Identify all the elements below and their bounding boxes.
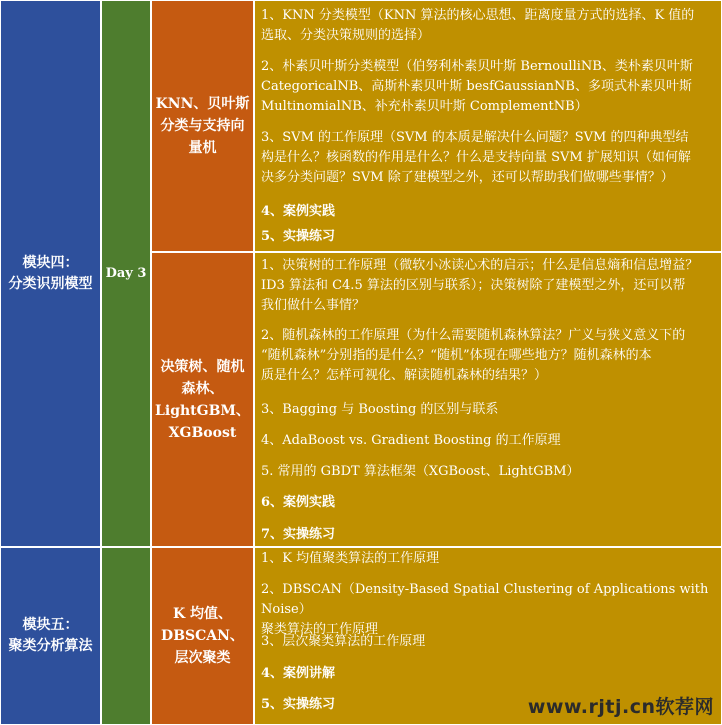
day-cell — [101, 0, 151, 547]
list-item: 3、Bagging 与 Boosting 的区别与联系 — [261, 402, 499, 417]
module-5-label: 模块五： 聚类分析算法 — [8, 617, 93, 654]
module-5-cell — [0, 547, 101, 725]
list-item: 2、DBSCAN（Density-Based Spatial Clustering of Applications with Noise） 聚类算法的工作原理 — [261, 582, 709, 637]
topic-knn-cell — [151, 0, 254, 252]
list-item: 4、案例实践 — [261, 204, 336, 219]
list-item: 6、案例实践 — [261, 495, 336, 510]
list-item: 4、案例讲解 — [261, 666, 336, 681]
topic-tree-cell — [151, 252, 254, 547]
topic-tree-label: 决策树、随机 森林、 LightGBM、 XGBoost — [155, 358, 250, 441]
list-item: 3、层次聚类算法的工作原理 — [261, 634, 426, 649]
list-item: 1、决策树的工作原理（微软小冰读心术的启示；什么是信息熵和信息增益？ ID3 算法和 C4.5 算法的区别与联系）；决策树除了建模型之外，还可以帮 我们做什么事情？ — [261, 258, 699, 313]
watermark: www.rjtj.cn软荐网 — [527, 696, 714, 718]
list-item: 2、朴素贝叶斯分类模型（伯努利朴素贝叶斯 BernoulliNB、类朴素贝叶斯 CategoricalNB、高斯朴素贝叶斯 besfGaussianNB、多项式朴素贝叶斯 MultinomialNB、补充朴素贝叶斯 ComplementNB） — [261, 59, 693, 114]
list-item: 3、SVM 的工作原理（SVM 的本质是解决什么问题？SVM 的四种典型结 构是什么？核函数的作用是什么？什么是支持向量 SVM 扩展知识（如何解 决多分类问题？SVM 除了建模型之外，还可以帮助我们做哪些事情？） — [261, 130, 691, 185]
topic-cluster-cell — [151, 547, 254, 725]
list-item: 5、实操练习 — [261, 697, 336, 712]
list-item: 7、实操练习 — [261, 527, 336, 542]
list-item: 5、实操练习 — [261, 229, 336, 244]
module-4-cell — [0, 0, 101, 547]
content-tree-cell — [254, 252, 722, 547]
list-item: 5. 常用的 GBDT 算法框架（XGBoost、LightGBM） — [261, 464, 580, 479]
topic-knn-label: KNN、贝叶斯 分类与支持向 量机 — [155, 96, 250, 156]
module-4-label: 模块四： 分类识别模型 — [8, 254, 93, 292]
day-cell-empty — [101, 547, 151, 725]
list-item: 1、K 均值聚类算法的工作原理 — [261, 551, 440, 566]
content-knn-cell — [254, 0, 722, 252]
topic-cluster-label: K 均值、 DBSCAN、 层次聚类 — [161, 606, 244, 666]
list-item: 4、AdaBoost vs. Gradient Boosting 的工作原理 — [261, 433, 561, 448]
list-item: 2、随机森林的工作原理（为什么需要随机森林算法？广义与狭义意义下的 “随机森林”分别指的是什么？“随机”体现在哪些地方？随机森林的本 质是什么？怎样可视化、解读随机森林的结果？） — [261, 328, 686, 383]
list-item: 1、KNN 分类模型（KNN 算法的核心思想、距离度量方式的选择、K 值的 选取、分类决策规则的选择） — [261, 8, 695, 43]
day-label: Day 3 — [105, 266, 147, 281]
